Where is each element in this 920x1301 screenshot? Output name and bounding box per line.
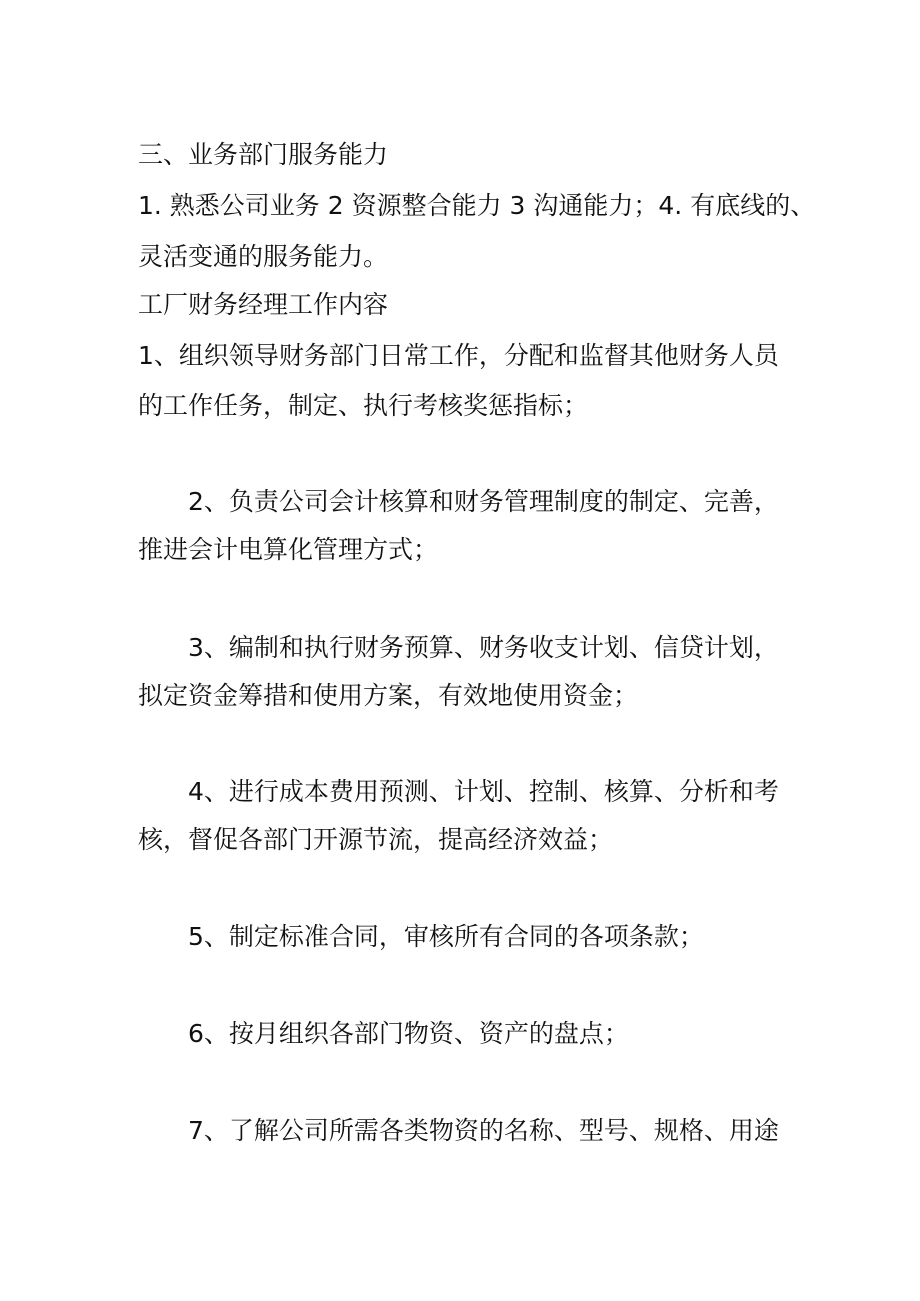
section-heading: 三、业务部门服务能力 bbox=[138, 140, 389, 169]
item-3-line-2: 拟定资金筹措和使用方案，有效地使用资金； bbox=[138, 681, 639, 710]
item-5-line-1: 5、制定标准合同，审核所有合同的各项条款； bbox=[188, 922, 704, 951]
item-7-line-1: 7、了解公司所需各类物资的名称、型号、规格、用途 bbox=[188, 1116, 779, 1145]
abilities-line-1: 1. 熟悉公司业务 2 资源整合能力 3 沟通能力；4. 有底线的、 bbox=[138, 191, 816, 220]
item-6-line-1: 6、按月组织各部门物资、资产的盘点； bbox=[188, 1019, 629, 1048]
item-4-line-2: 核，督促各部门开源节流，提高经济效益； bbox=[138, 825, 614, 854]
item-2-line-2: 推进会计电算化管理方式； bbox=[138, 535, 439, 564]
document-subtitle: 工厂财务经理工作内容 bbox=[138, 290, 389, 319]
item-1-line-1: 1、组织领导财务部门日常工作，分配和监督其他财务人员 bbox=[138, 341, 779, 370]
item-2-line-1: 2、负责公司会计核算和财务管理制度的制定、完善， bbox=[188, 487, 779, 516]
item-4-line-1: 4、进行成本费用预测、计划、控制、核算、分析和考 bbox=[188, 777, 779, 806]
item-1-line-2: 的工作任务，制定、执行考核奖惩指标； bbox=[138, 391, 589, 420]
abilities-line-2: 灵活变通的服务能力。 bbox=[138, 242, 389, 271]
item-3-line-1: 3、编制和执行财务预算、财务收支计划、信贷计划， bbox=[188, 633, 779, 662]
